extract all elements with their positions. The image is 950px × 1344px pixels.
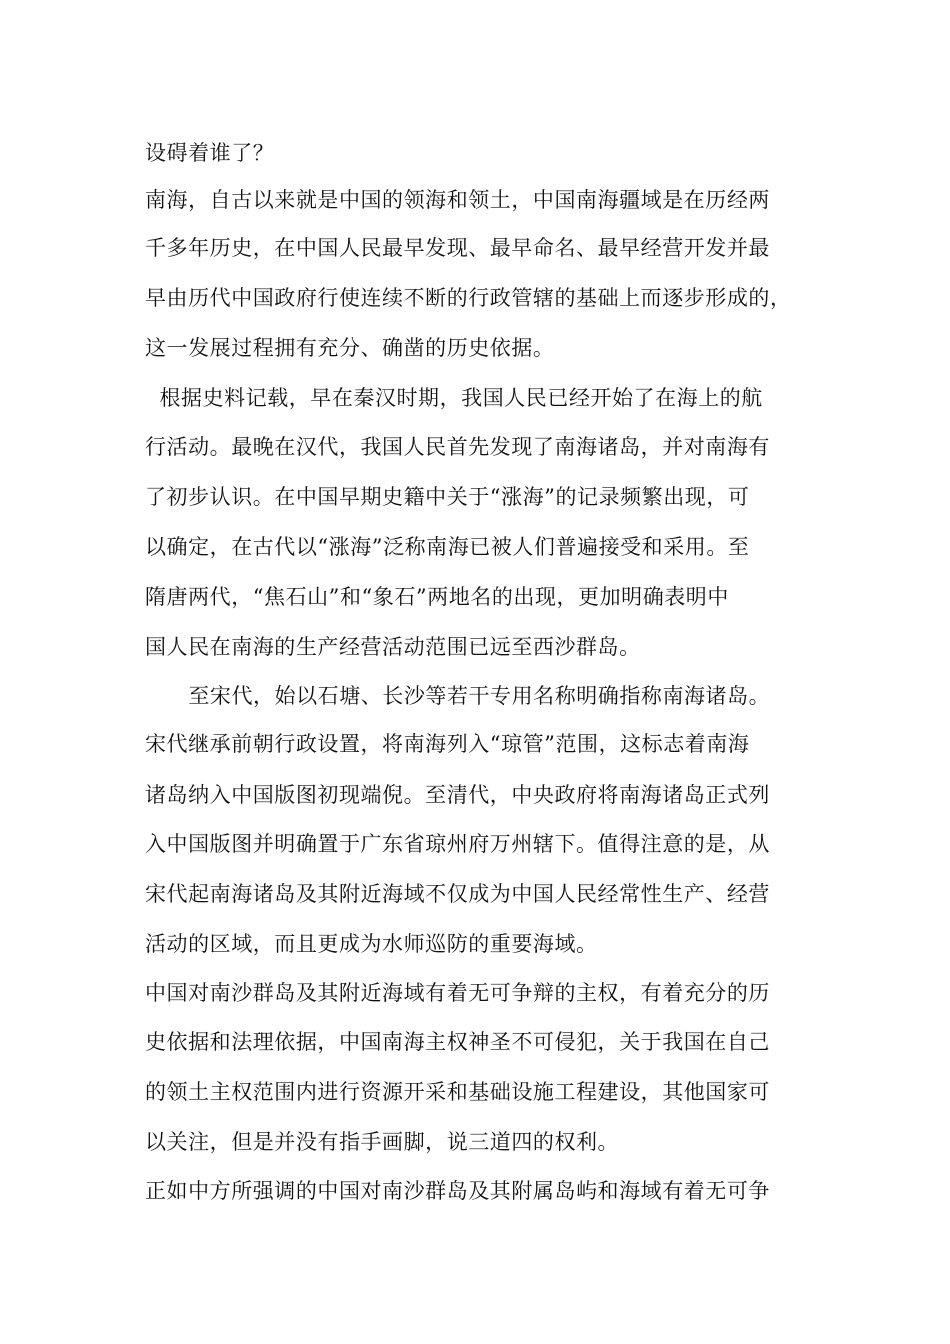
text-line: 了初步认识。在中国早期史籍中关于“涨海”的记录频繁出现，可 bbox=[145, 485, 750, 509]
text-line: 活动的区域，而且更成为水师巡防的重要海域。 bbox=[145, 932, 598, 956]
text-line: 中国对南沙群岛及其附近海域有着无可争辩的主权，有着充分的历 bbox=[145, 981, 770, 1005]
text-line: 入中国版图并明确置于广东省琼州府万州辖下。值得注意的是，从 bbox=[145, 832, 770, 856]
text-line: 史依据和法理依据，中国南海主权神圣不可侵犯，关于我国在自己 bbox=[145, 1030, 770, 1054]
text-line: 正如中方所强调的中国对南沙群岛及其附属岛屿和海域有着无可争 bbox=[145, 1179, 770, 1203]
text-line: 宋代继承前朝行政设置，将南海列入“琼管”范围，这标志着南海 bbox=[145, 732, 750, 756]
text-line: 早由历代中国政府行使连续不断的行政管辖的基础上而逐步形成的， bbox=[145, 286, 792, 310]
text-line: 隋唐两代，“焦石山”和“象石”两地名的出现，更加明确表明中 bbox=[145, 585, 729, 609]
text-line: 诸岛纳入中国版图初现端倪。至清代，中央政府将南海诸岛正式列 bbox=[145, 783, 770, 807]
text-line: 千多年历史，在中国人民最早发现、最早命名、最早经营开发并最 bbox=[145, 236, 770, 260]
text-line: 宋代起南海诸岛及其附近海域不仅成为中国人民经常性生产、经营 bbox=[145, 882, 770, 906]
text-line: 根据史料记载，早在秦汉时期，我国人民已经开始了在海上的航 bbox=[145, 386, 763, 410]
text-line: 设碍着谁了？ bbox=[145, 141, 275, 165]
text-line: 国人民在南海的生产经营活动范围已远至西沙群岛。 bbox=[145, 635, 641, 659]
text-line: 至宋代，始以石塘、长沙等若干专用名称明确指称南海诸岛。 bbox=[145, 684, 771, 708]
text-line: 以关注，但是并没有指手画脚，说三道四的权利。 bbox=[145, 1130, 620, 1154]
text-line: 的领土主权范围内进行资源开采和基础设施工程建设，其他国家可 bbox=[145, 1080, 770, 1104]
text-line: 这一发展过程拥有充分、确凿的历史依据。 bbox=[145, 336, 555, 360]
text-line: 南海，自古以来就是中国的领海和领土，中国南海疆域是在历经两 bbox=[145, 188, 770, 212]
text-line: 以确定，在古代以“涨海”泛称南海已被人们普遍接受和采用。至 bbox=[145, 535, 750, 559]
text-line: 行活动。最晚在汉代，我国人民首先发现了南海诸岛，并对南海有 bbox=[145, 435, 770, 459]
